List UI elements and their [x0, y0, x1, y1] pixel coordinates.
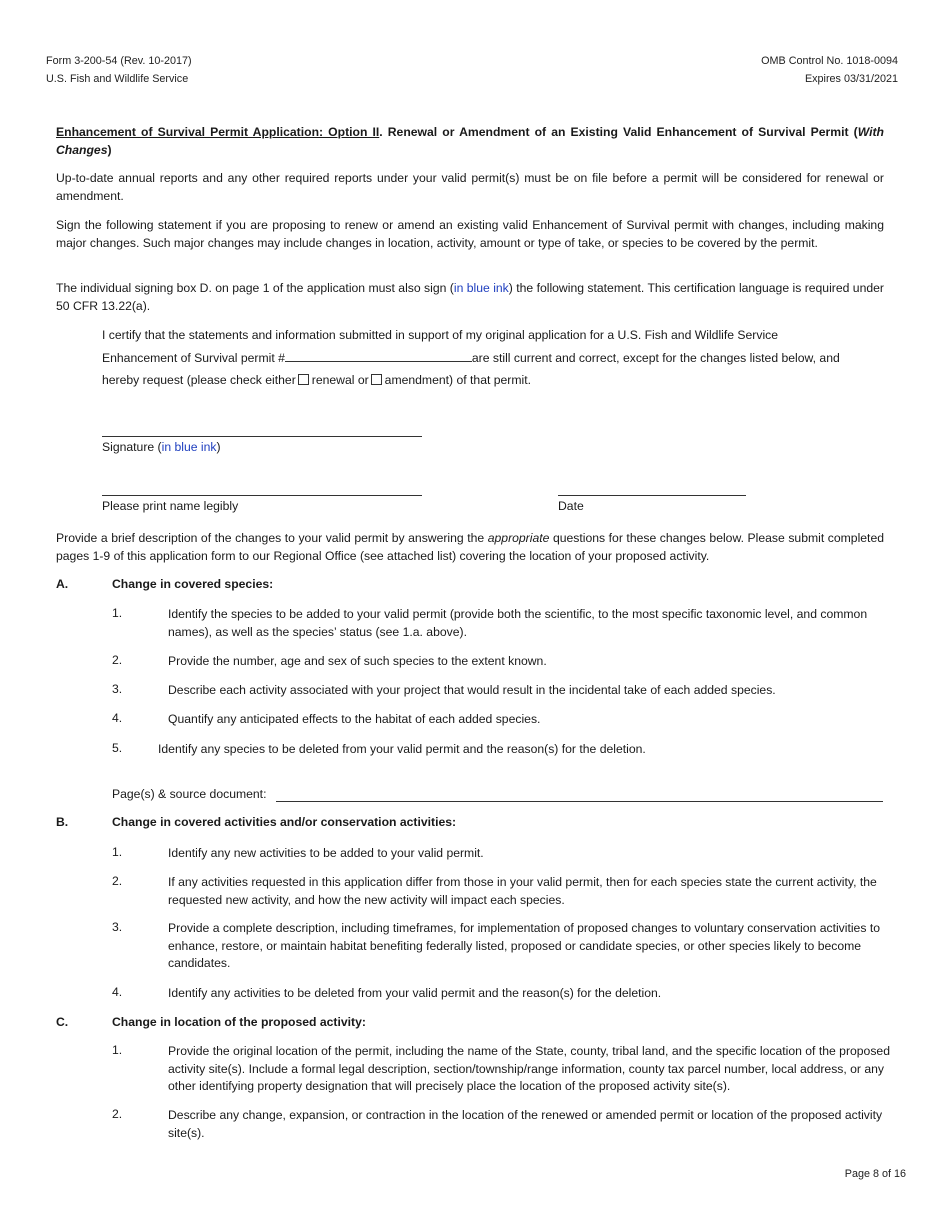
section-b-item-number: 1.	[112, 845, 123, 859]
section-b-item: If any activities requested in this application differ from those in your valid permit, then for each species state the current activity, the requested new activity, and how the new activity will impact each species.	[168, 875, 877, 907]
amendment-text: amendment) of that permit.	[384, 373, 531, 387]
instructions-paragraph	[56, 530, 884, 565]
signature-label	[102, 440, 221, 454]
request-text: hereby request (please check either	[102, 373, 296, 387]
instructions-b: questions for these changes below. Please submit completed pages 1-9 of this application form to our Regional Office (see attached list) covering the location of your proposed activity.	[56, 531, 884, 563]
date-label: Date	[558, 499, 584, 513]
certification-line-2	[102, 349, 840, 367]
individual-text-b: ) the following statement. This certification language is required under 50 CFR 13.22(a).	[56, 281, 884, 313]
page-title	[56, 124, 884, 159]
renewal-checkbox[interactable]	[298, 374, 309, 385]
section-c-title: Change in location of the proposed activity:	[112, 1015, 366, 1029]
print-name-label: Please print name legibly	[102, 499, 239, 513]
date-line[interactable]	[558, 495, 746, 496]
blue-ink-note: in blue ink	[453, 281, 509, 295]
section-c-item-number: 1.	[112, 1043, 123, 1057]
print-name-line[interactable]	[102, 495, 422, 496]
section-b-item-number: 3.	[112, 920, 123, 934]
certification-line-2-end: are still current and correct, except for the changes listed below, and	[471, 351, 840, 365]
section-a-item: Describe each activity associated with your project that would result in the incidental take of each added species.	[168, 683, 776, 697]
section-a-item: Provide the number, age and sex of such species to the extent known.	[168, 654, 547, 668]
title-main: . Renewal or Amendment of an Existing Valid Enhancement of Survival Permit (	[379, 125, 858, 139]
certification-line-1: I certify that the statements and information submitted in support of my original application for a U.S. Fish and Wildlife Service	[102, 328, 779, 342]
section-a-item: Identify the species to be added to your valid permit (provide both the scientific, to the most specific taxonomic level, and common names), as well as the species’ status (see 1.a. above).	[168, 607, 868, 639]
individual-sign-paragraph	[56, 280, 884, 315]
signature-blue-ink: in blue ink	[161, 440, 217, 454]
section-c-item: Provide the original location of the permit, including the name of the State, county, tribal land, and the specific location of the proposed activity site(s). Include a formal legal description, section/township/range information, county tax parcel number, local address, or any other identifying property designation that will precisely place the location of the proposed activity site(s).	[168, 1044, 890, 1093]
permit-number-field[interactable]	[285, 349, 472, 362]
signature-line[interactable]	[102, 436, 422, 437]
section-a-title: Change in covered species:	[112, 577, 274, 591]
section-b-title: Change in covered activities and/or conservation activities:	[112, 815, 457, 829]
section-c-letter: C.	[56, 1015, 69, 1029]
section-c-item: Describe any change, expansion, or contraction in the location of the renewed or amended permit or location of the proposed activity site(s).	[168, 1108, 883, 1140]
section-a-item: Quantify any anticipated effects to the habitat of each added species.	[168, 712, 541, 726]
omb-control-number: OMB Control No. 1018-0094	[761, 55, 898, 67]
instructions-appropriate: appropriate	[487, 531, 550, 545]
section-a-item-number: 5.	[112, 741, 123, 755]
section-a-item-number: 1.	[112, 606, 123, 620]
section-a-letter: A.	[56, 577, 69, 591]
section-b-item: Identify any activities to be deleted from your valid permit and the reason(s) for the deletion.	[168, 986, 662, 1000]
expiration-date: Expires 03/31/2021	[804, 73, 898, 85]
title-with-changes: With Changes	[56, 125, 884, 157]
sign-statement-paragraph: Sign the following statement if you are proposing to renew or amend an existing valid Enhancement of Survival permit with changes, including making major changes. Such major changes may include changes in location, activity, amount or type of take, or species to be covered by the permit.	[56, 218, 884, 250]
section-b-item-number: 4.	[112, 985, 123, 999]
source-document-label: Page(s) & source document:	[112, 787, 267, 801]
section-a-item-number: 4.	[112, 711, 123, 725]
source-document-field[interactable]	[276, 801, 883, 802]
individual-text-a: The individual signing box D. on page 1 of the application must also sign (	[56, 281, 454, 295]
page-number: Page 8 of 16	[844, 1168, 906, 1180]
title-option: Enhancement of Survival Permit Application: Option II	[56, 125, 380, 139]
permit-number-label: Enhancement of Survival permit #	[102, 351, 285, 365]
signature-close: )	[216, 440, 221, 454]
certification-line-3	[102, 372, 531, 389]
title-close: )	[107, 142, 112, 157]
section-b-letter: B.	[56, 815, 69, 829]
section-a-item-number: 2.	[112, 653, 123, 667]
amendment-checkbox[interactable]	[371, 374, 382, 385]
reports-paragraph: Up-to-date annual reports and any other required reports under your valid permit(s) must be on file before a permit will be considered for renewal or amendment.	[56, 171, 884, 203]
signature-text: Signature (	[102, 440, 162, 454]
section-b-item-number: 2.	[112, 874, 123, 888]
instructions-a: Provide a brief description of the changes to your valid permit by answering the	[56, 531, 488, 545]
renewal-label: renewal or	[311, 373, 369, 387]
section-a-item: Identify any species to be deleted from your valid permit and the reason(s) for the deletion.	[158, 742, 646, 756]
section-b-item: Provide a complete description, including timeframes, for implementation of proposed changes to voluntary conservation activities to enhance, restore, or maintain habitat benefiting federally listed, proposed or candidate species, or other species likely to become candidates.	[168, 921, 880, 970]
section-c-item-number: 2.	[112, 1107, 123, 1121]
section-a-item-number: 3.	[112, 682, 123, 696]
form-number: Form 3-200-54 (Rev. 10-2017)	[46, 55, 192, 67]
section-b-item: Identify any new activities to be added to your valid permit.	[168, 846, 484, 860]
agency-name: U.S. Fish and Wildlife Service	[46, 73, 189, 85]
